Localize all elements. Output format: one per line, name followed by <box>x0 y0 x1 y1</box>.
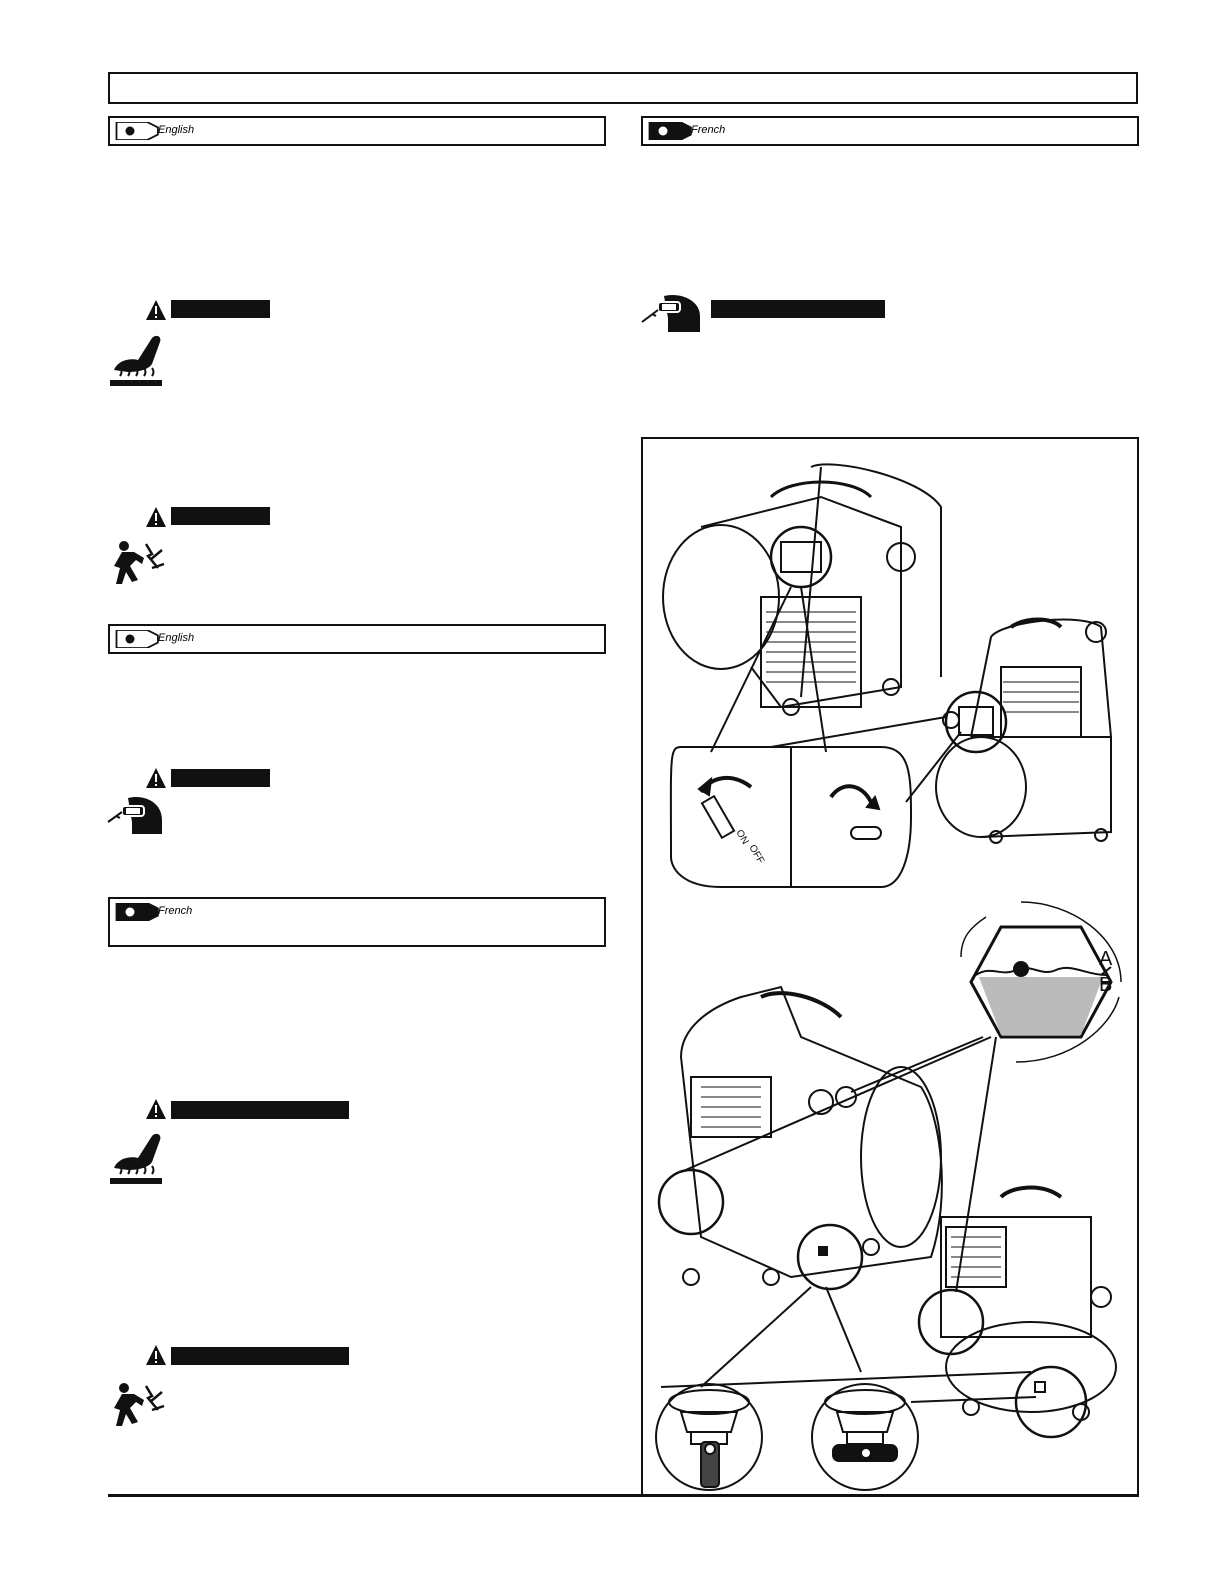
warning-triangle-icon <box>145 1344 167 1366</box>
electric-shock-icon <box>106 538 166 600</box>
language-bar-english-1 <box>108 116 606 146</box>
language-label: French <box>158 905 193 917</box>
compressor-illustration <box>641 437 1139 1497</box>
language-label: French <box>691 124 726 136</box>
warning-label-bar <box>171 300 270 318</box>
gauge-label-a: A <box>1099 948 1113 970</box>
warning-label-bar <box>711 300 885 318</box>
page-title-bar <box>108 72 1138 104</box>
language-bar-french-1 <box>641 116 1139 146</box>
warning-triangle-icon <box>145 767 167 789</box>
language-bar-french-2 <box>108 897 606 947</box>
warning-label-bar <box>171 1101 349 1119</box>
warning-label-bar <box>171 507 270 525</box>
language-tag-icon <box>114 630 164 648</box>
warning-triangle-icon <box>145 506 167 528</box>
hot-surface-icon <box>108 330 168 392</box>
hot-surface-icon <box>108 1128 168 1190</box>
language-tag-icon <box>647 122 697 140</box>
warning-label-bar <box>171 769 270 787</box>
switch-off-label: OFF <box>746 843 766 866</box>
warning-triangle-icon <box>145 1098 167 1120</box>
switch-on-label: ON <box>733 828 751 847</box>
language-label: English <box>158 632 195 644</box>
language-tag-icon <box>114 903 164 921</box>
footer-rule <box>108 1494 1138 1497</box>
language-bar-english-2 <box>108 624 606 654</box>
warning-label-bar <box>171 1347 349 1365</box>
language-tag-icon <box>114 122 164 140</box>
gauge-label-b: B <box>1099 974 1113 996</box>
eye-protection-icon <box>106 792 166 854</box>
eye-protection-icon <box>640 292 706 336</box>
warning-triangle-icon <box>145 299 167 321</box>
electric-shock-icon <box>106 1380 166 1442</box>
language-label: English <box>158 124 195 136</box>
